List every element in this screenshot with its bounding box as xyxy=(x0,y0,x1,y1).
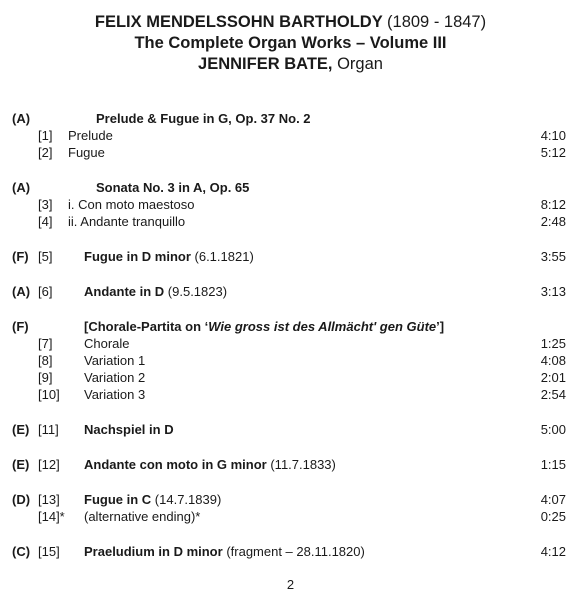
track-title: Variation 1 xyxy=(84,353,146,368)
track-duration: 8:12 xyxy=(540,197,566,212)
track-number: [1] xyxy=(38,128,53,143)
track-title: (alternative ending)* xyxy=(84,509,201,524)
work-heading xyxy=(0,179,581,196)
album-header xyxy=(0,12,581,75)
track-title: ii. Andante tranquillo xyxy=(68,214,186,229)
track-row xyxy=(0,248,581,265)
work-title: Prelude & Fugue in G, Op. 37 No. 2 xyxy=(96,111,311,126)
work-heading xyxy=(0,110,581,127)
track-number: [11] xyxy=(38,422,59,437)
work-heading xyxy=(0,318,581,335)
page-number: 2 xyxy=(286,577,295,592)
composer-line xyxy=(0,12,581,33)
source-code: (A) xyxy=(12,284,31,299)
work-date: (14.7.1839) xyxy=(154,492,222,507)
track-title xyxy=(84,248,254,265)
track-duration: 5:12 xyxy=(540,145,566,160)
track-duration: 4:07 xyxy=(540,492,566,507)
track-duration: 3:55 xyxy=(540,249,566,264)
track-number: [13] xyxy=(38,492,60,507)
track-title: i. Con moto maestoso xyxy=(68,197,195,212)
work-date: (6.1.1821) xyxy=(194,249,254,264)
source-code: (D) xyxy=(12,492,31,507)
work-title xyxy=(84,318,444,335)
track-row xyxy=(0,144,581,161)
track-title: Nachspiel in D xyxy=(84,422,174,437)
track-title xyxy=(84,283,227,300)
title-prefix: [Chorale-Partita on ‘ xyxy=(84,319,209,334)
work-date: (fragment – 28.11.1820) xyxy=(226,544,365,559)
work-title: Fugue in D minor xyxy=(84,249,191,264)
track-number: [12] xyxy=(38,457,60,472)
track-number: [15] xyxy=(38,544,60,559)
track-row xyxy=(0,213,581,230)
track-title xyxy=(84,491,221,508)
track-title: Variation 2 xyxy=(84,370,146,385)
track-row xyxy=(0,127,581,144)
track-number: [8] xyxy=(38,353,53,368)
album-title: The Complete Organ Works – Volume III xyxy=(134,34,447,52)
track-duration: 5:00 xyxy=(540,422,566,437)
track-title: Prelude xyxy=(68,128,113,143)
source-code: (A) xyxy=(12,180,31,195)
track-number: [2] xyxy=(38,145,53,160)
track-number: [14]* xyxy=(38,509,65,524)
source-code: (F) xyxy=(12,319,29,334)
source-code: (C) xyxy=(12,544,31,559)
performer-name: JENNIFER BATE, xyxy=(198,55,333,73)
track-title: Chorale xyxy=(84,336,130,351)
track-number: [9] xyxy=(38,370,53,385)
track-row xyxy=(0,369,581,386)
track-row xyxy=(0,283,581,300)
track-number: [5] xyxy=(38,249,53,264)
work-title: Praeludium in D minor xyxy=(84,544,223,559)
track-row xyxy=(0,543,581,560)
track-number: [10] xyxy=(38,387,60,402)
track-title: Variation 3 xyxy=(84,387,146,402)
track-title xyxy=(84,543,365,560)
work-title: Andante con moto in G minor xyxy=(84,457,267,472)
work-title: Andante in D xyxy=(84,284,165,299)
track-row xyxy=(0,456,581,473)
track-row xyxy=(0,196,581,213)
track-row xyxy=(0,352,581,369)
source-code: (A) xyxy=(12,111,31,126)
title-suffix: ’] xyxy=(436,319,445,334)
track-duration: 2:48 xyxy=(540,214,566,229)
track-number: [6] xyxy=(38,284,53,299)
track-row xyxy=(0,335,581,352)
track-title: Fugue xyxy=(68,145,105,160)
track-duration: 3:13 xyxy=(540,284,566,299)
track-duration: 4:08 xyxy=(540,353,566,368)
source-code: (F) xyxy=(12,249,29,264)
source-code: (E) xyxy=(12,457,30,472)
track-duration: 1:25 xyxy=(540,336,566,351)
source-code: (E) xyxy=(12,422,30,437)
composer-name: FELIX MENDELSSOHN BARTHOLDY xyxy=(94,13,383,31)
work-title: Sonata No. 3 in A, Op. 65 xyxy=(96,180,250,195)
track-duration: 2:01 xyxy=(540,370,566,385)
work-date: (11.7.1833) xyxy=(270,457,336,472)
title-italic: Wie gross ist des Allmächt' gen Güte xyxy=(208,319,437,334)
composer-dates: (1809 - 1847) xyxy=(387,13,487,31)
track-list xyxy=(0,110,581,560)
track-number: [3] xyxy=(38,197,53,212)
track-duration: 2:54 xyxy=(540,387,566,402)
performer-line xyxy=(0,54,581,75)
track-duration: 4:10 xyxy=(540,128,566,143)
track-duration: 4:12 xyxy=(540,544,566,559)
track-number: [7] xyxy=(38,336,53,351)
work-date: (9.5.1823) xyxy=(167,284,228,299)
performer-instrument: Organ xyxy=(337,55,383,73)
track-row xyxy=(0,421,581,438)
track-number: [4] xyxy=(38,214,53,229)
track-title xyxy=(84,456,336,473)
track-row xyxy=(0,386,581,403)
track-duration: 0:25 xyxy=(540,509,566,524)
track-duration: 1:15 xyxy=(540,457,566,472)
track-row xyxy=(0,508,581,525)
track-row xyxy=(0,491,581,508)
work-title: Fugue in C xyxy=(84,492,152,507)
